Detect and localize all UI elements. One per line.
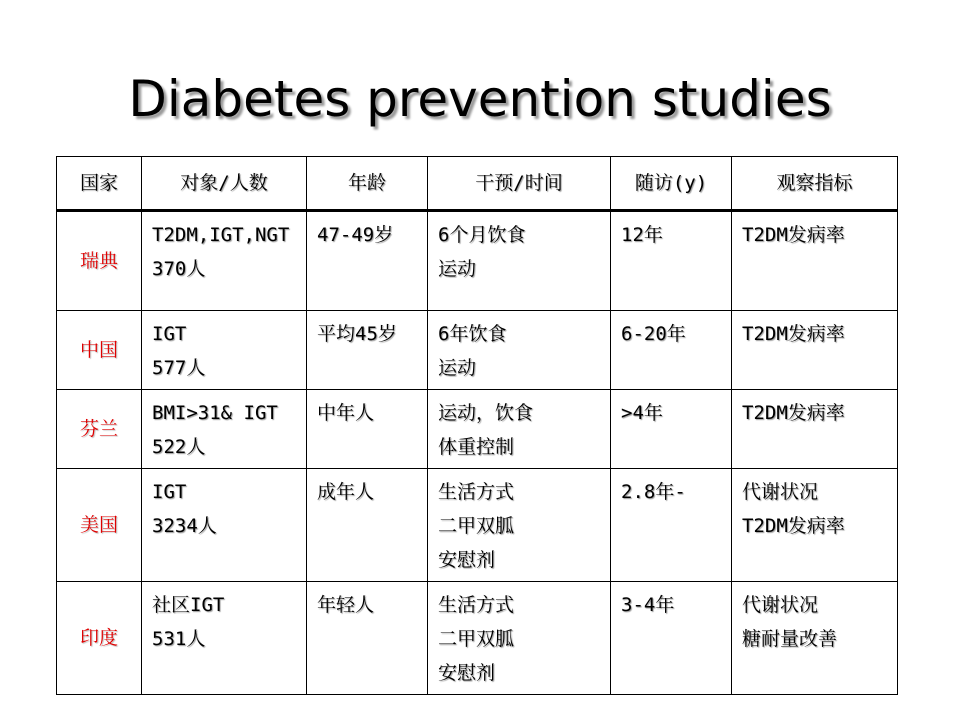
country-cell: 印度 <box>57 582 142 695</box>
outcome-cell <box>732 211 898 311</box>
intervention-cell <box>428 211 611 311</box>
intervention-line: 运动 <box>438 357 477 379</box>
outcome-line: 代谢状况 <box>742 481 819 503</box>
intervention-cell <box>428 582 611 695</box>
header-age: 年龄 <box>307 157 428 211</box>
followup-cell: 3-4年 <box>611 582 732 695</box>
subjects-count: 370人 <box>152 258 206 280</box>
intervention-line: 6个月饮食 <box>438 224 526 246</box>
header-subjects: 对象/人数 <box>142 157 307 211</box>
intervention-line: 生活方式 <box>438 594 515 616</box>
country-cell: 美国 <box>57 469 142 582</box>
header-outcome: 观察指标 <box>732 157 898 211</box>
age-cell: 年轻人 <box>307 582 428 695</box>
table-header-row <box>57 157 898 211</box>
subjects-cell <box>142 311 307 390</box>
subjects-count: 522人 <box>152 436 206 458</box>
outcome-cell <box>732 469 898 582</box>
table-row <box>57 390 898 469</box>
followup-cell: 6-20年 <box>611 311 732 390</box>
followup-cell: 2.8年- <box>611 469 732 582</box>
subjects-cell <box>142 582 307 695</box>
outcome-line: T2DM发病率 <box>742 515 845 537</box>
age-cell: 成年人 <box>307 469 428 582</box>
table-row <box>57 311 898 390</box>
intervention-cell <box>428 311 611 390</box>
intervention-cell <box>428 390 611 469</box>
slide-title: Diabetes prevention studies <box>128 70 832 128</box>
subjects-group: IGT <box>152 323 187 345</box>
outcome-line: T2DM发病率 <box>742 402 845 424</box>
table-row <box>57 211 898 311</box>
intervention-line: 安慰剂 <box>438 662 496 684</box>
age-cell: 47-49岁 <box>307 211 428 311</box>
subjects-count: 531人 <box>152 628 206 650</box>
subjects-group: 社区IGT <box>152 594 225 616</box>
outcome-line: 糖耐量改善 <box>742 628 838 650</box>
intervention-line: 体重控制 <box>438 436 515 458</box>
subjects-group: T2DM,IGT,NGT <box>152 224 290 246</box>
header-followup: 随访(y) <box>611 157 732 211</box>
header-intervention: 干预/时间 <box>428 157 611 211</box>
subjects-count: 577人 <box>152 357 206 379</box>
subjects-cell <box>142 211 307 311</box>
intervention-line: 安慰剂 <box>438 549 496 571</box>
followup-cell: 12年 <box>611 211 732 311</box>
studies-table <box>56 156 898 695</box>
followup-cell: >4年 <box>611 390 732 469</box>
country-cell: 瑞典 <box>57 211 142 311</box>
subjects-count: 3234人 <box>152 515 217 537</box>
age-cell: 中年人 <box>307 390 428 469</box>
intervention-line: 二甲双胍 <box>438 515 515 537</box>
intervention-line: 运动 <box>438 258 477 280</box>
intervention-cell <box>428 469 611 582</box>
subjects-group: BMI>31& IGT <box>152 402 278 424</box>
outcome-line: 代谢状况 <box>742 594 819 616</box>
age-cell: 平均45岁 <box>307 311 428 390</box>
subjects-cell <box>142 469 307 582</box>
outcome-cell <box>732 390 898 469</box>
table-row <box>57 469 898 582</box>
outcome-cell <box>732 582 898 695</box>
intervention-line: 运动，饮食 <box>438 402 534 424</box>
table-row <box>57 582 898 695</box>
outcome-line: T2DM发病率 <box>742 224 845 246</box>
subjects-cell <box>142 390 307 469</box>
outcome-cell <box>732 311 898 390</box>
country-cell: 芬兰 <box>57 390 142 469</box>
outcome-line: T2DM发病率 <box>742 323 845 345</box>
intervention-line: 生活方式 <box>438 481 515 503</box>
header-country: 国家 <box>57 157 142 211</box>
intervention-line: 二甲双胍 <box>438 628 515 650</box>
country-cell: 中国 <box>57 311 142 390</box>
subjects-group: IGT <box>152 481 187 503</box>
intervention-line: 6年饮食 <box>438 323 507 345</box>
